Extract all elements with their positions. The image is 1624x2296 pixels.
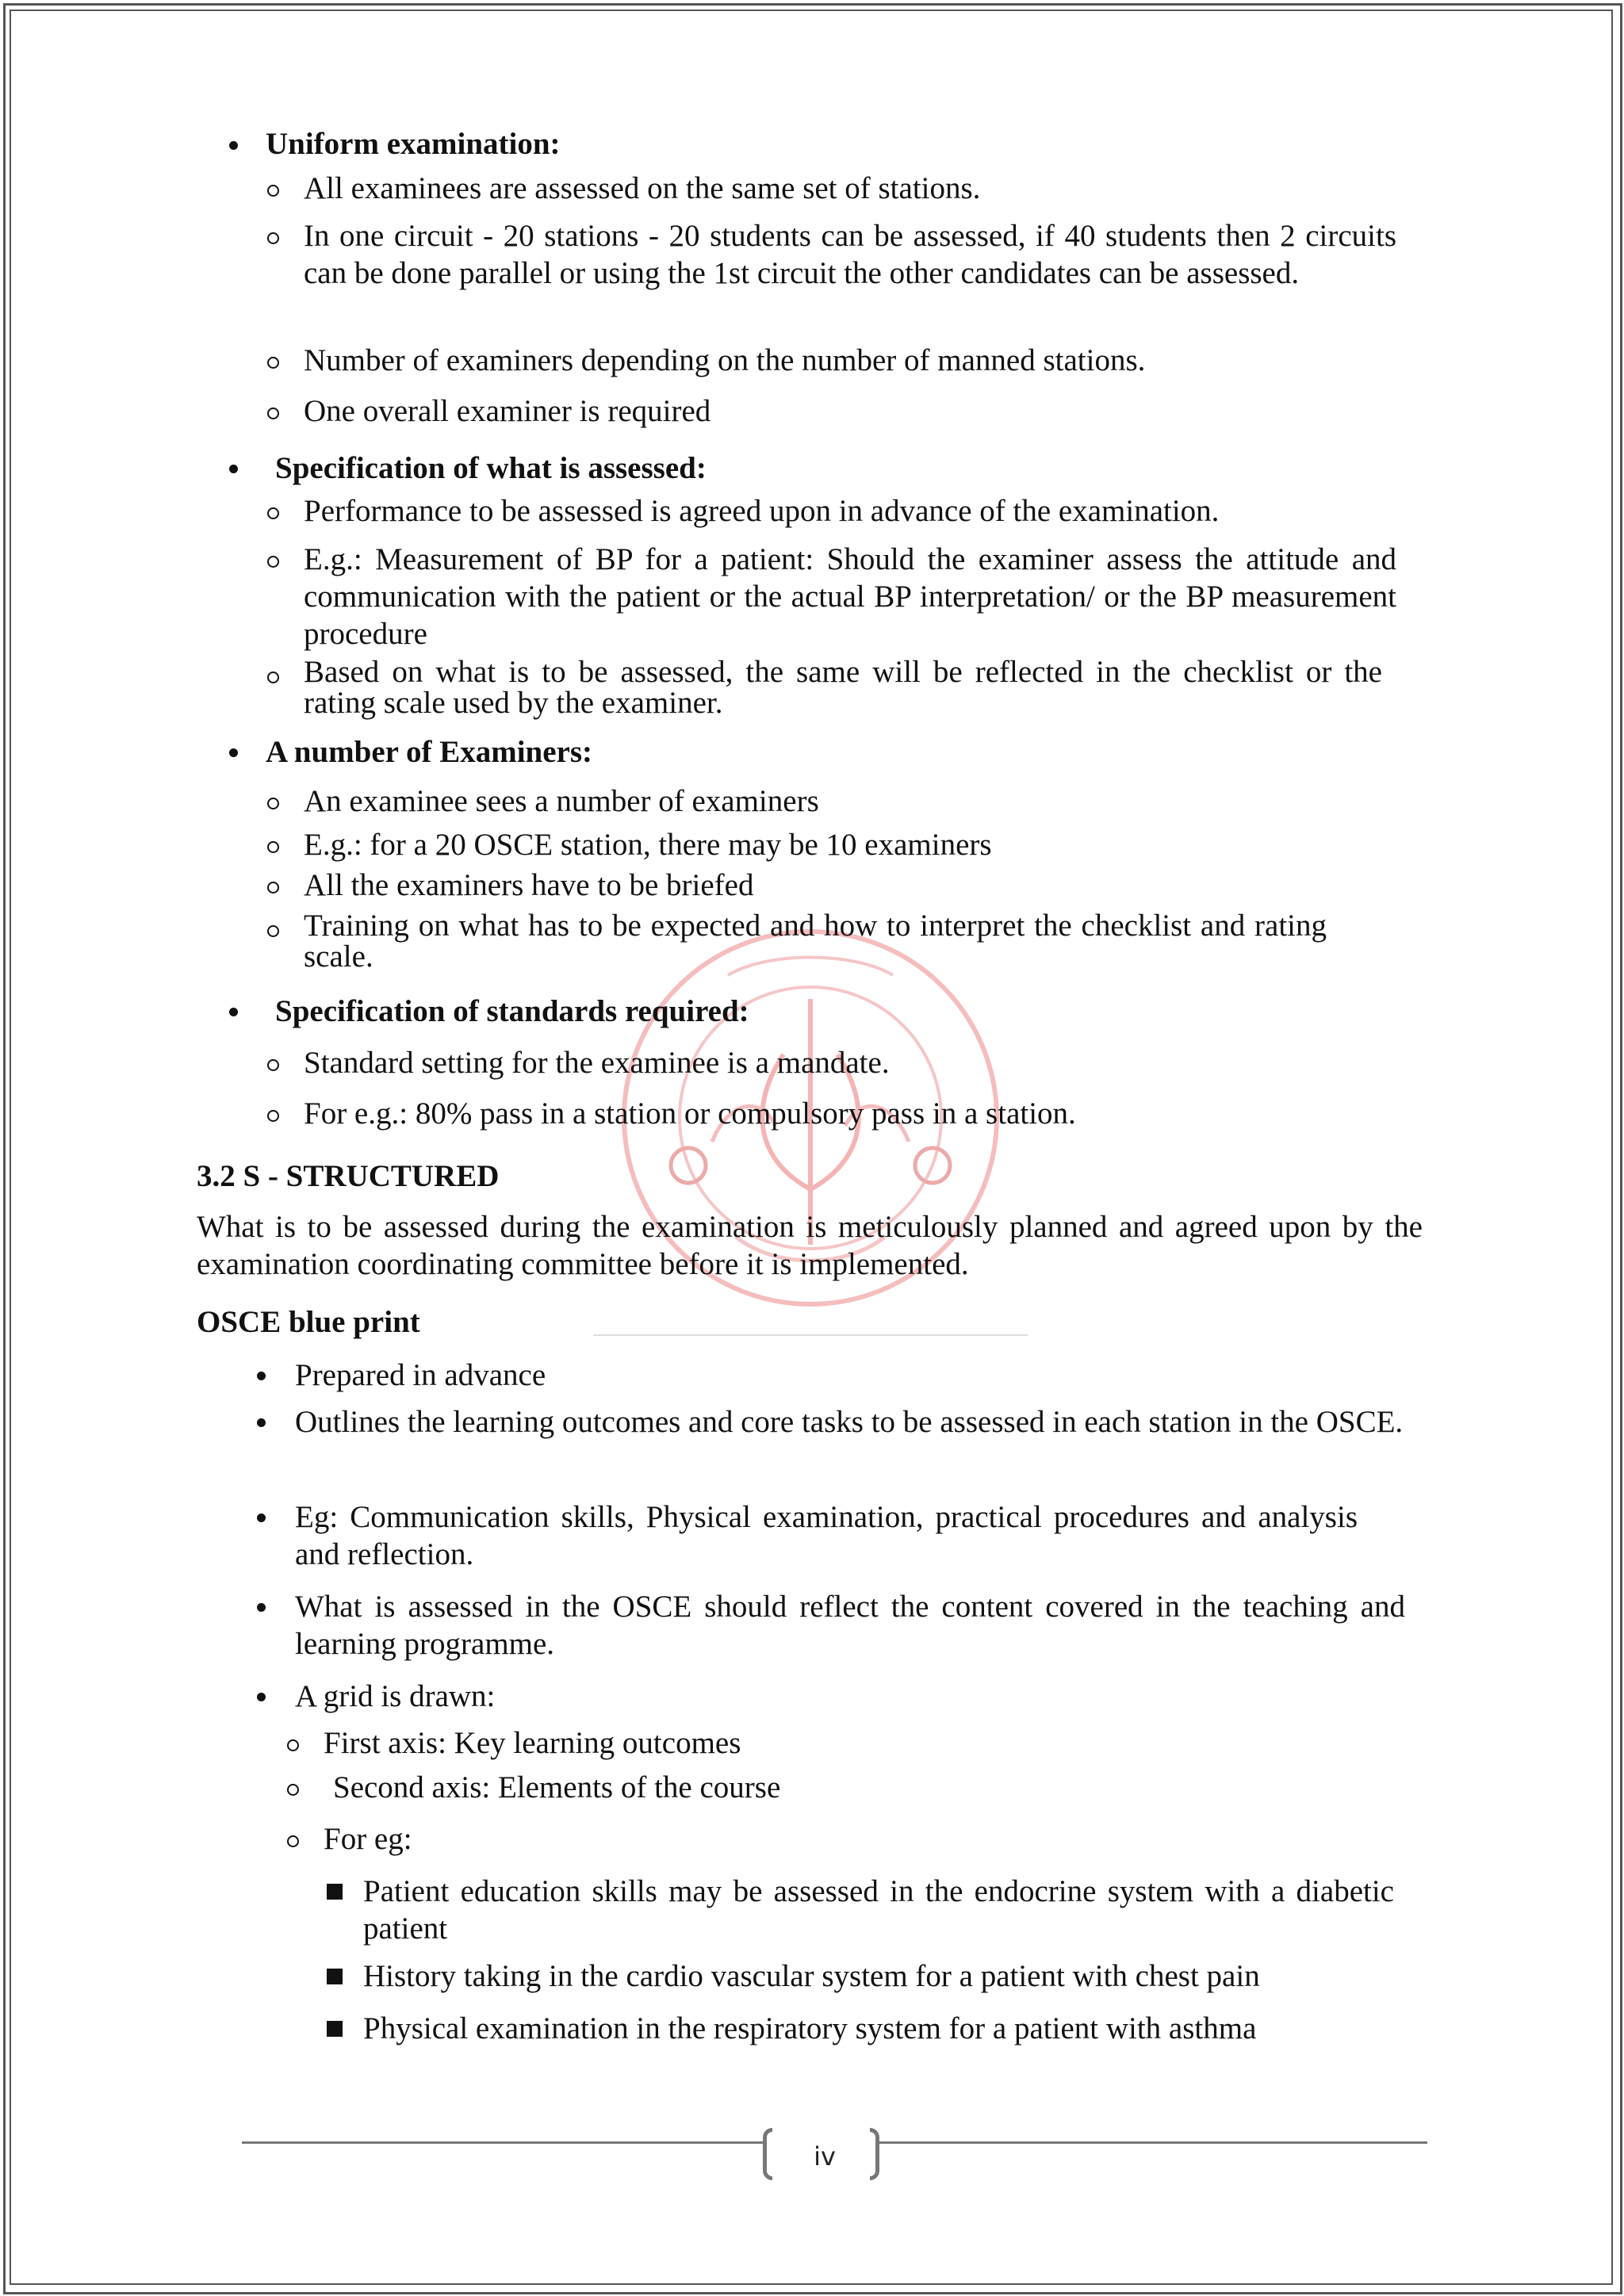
section-heading-standards: Specification of standards required: bbox=[275, 994, 749, 1028]
footer-rule-right bbox=[875, 2141, 1427, 2144]
list-item: Standard setting for the examinee is a mandate. bbox=[304, 1046, 890, 1080]
square-bullet bbox=[327, 2021, 343, 2037]
list-item: Eg: Communication skills, Physical examination, practical procedures and analysis and reflection. bbox=[295, 1500, 1358, 1571]
bullet-dot bbox=[257, 1603, 266, 1612]
list-item: Outlines the learning outcomes and core tasks to be assessed in each station in the OSCE. bbox=[295, 1405, 1404, 1439]
list-item: All examinees are assessed on the same set of stations. bbox=[304, 171, 981, 205]
sub-bullet bbox=[267, 408, 279, 419]
square-bullet bbox=[327, 1884, 343, 1900]
sub-bullet bbox=[267, 925, 279, 937]
footer-rule-left bbox=[242, 2141, 767, 2144]
sub-bullet bbox=[287, 1784, 299, 1796]
left-bracket bbox=[763, 2128, 772, 2180]
list-item: What is assessed in the OSCE should reflect the content covered in the teaching and learning programme. bbox=[295, 1590, 1405, 1661]
list-item: One overall examiner is required bbox=[304, 394, 711, 428]
list-item: First axis: Key learning outcomes bbox=[324, 1726, 741, 1760]
bullet-dot bbox=[257, 1693, 266, 1701]
list-item: Patient education skills may be assessed in the endocrine system with a diabetic patient bbox=[363, 1874, 1394, 1946]
bullet-dot bbox=[229, 141, 238, 150]
sub-bullet bbox=[287, 1835, 299, 1847]
sub-bullet bbox=[267, 232, 279, 244]
sub-bullet bbox=[267, 841, 279, 853]
list-item: An examinee sees a number of examiners bbox=[304, 784, 819, 818]
list-item: In one circuit - 20 stations - 20 students can be assessed, if 40 students then 2 circuits can be done parallel or using the 1st circuit the other candidates can be assessed. bbox=[304, 219, 1396, 290]
section-heading-examiners: A number of Examiners: bbox=[266, 735, 593, 769]
sub-bullet bbox=[267, 882, 279, 894]
sub-bullet bbox=[267, 798, 279, 809]
bullet-dot bbox=[229, 465, 238, 473]
page-number: iv bbox=[814, 2141, 836, 2172]
sub-bullet bbox=[267, 1059, 279, 1071]
section-heading-uniform: Uniform examination: bbox=[266, 127, 561, 161]
list-item: For e.g.: 80% pass in a station or compulsory pass in a station. bbox=[304, 1096, 1076, 1131]
list-item: All the examiners have to be briefed bbox=[304, 868, 754, 902]
list-item: E.g.: Measurement of BP for a patient: Should the examiner assess the attitude and communication with the patient or the actual BP interpretation/ or the BP measurement procedure bbox=[304, 542, 1396, 651]
list-item: For eg: bbox=[324, 1822, 412, 1856]
square-bullet bbox=[327, 1969, 343, 1984]
list-item: E.g.: for a 20 OSCE station, there may be 10 examiners bbox=[304, 828, 992, 862]
sub-bullet bbox=[267, 357, 279, 369]
list-item: Training on what has to be expected and how to interpret the checklist and rating scale. bbox=[304, 909, 1327, 974]
sub-bullet bbox=[267, 672, 279, 683]
bullet-dot bbox=[229, 748, 238, 757]
list-item: Physical examination in the respiratory system for a patient with asthma bbox=[363, 2011, 1257, 2045]
section-title-structured: 3.2 S - STRUCTURED bbox=[197, 1159, 500, 1193]
sub-bullet bbox=[287, 1739, 299, 1751]
list-item: Second axis: Elements of the course bbox=[333, 1770, 781, 1804]
structured-paragraph: What is to be assessed during the examination is meticulously planned and agreed upon by the examination coordinating committee before it is implemented. bbox=[197, 1210, 1423, 1281]
bullet-dot bbox=[257, 1513, 266, 1522]
sub-bullet bbox=[267, 185, 279, 197]
right-bracket bbox=[870, 2128, 879, 2180]
list-item: Based on what is to be assessed, the same will be reflected in the checklist or the rating scale used by the examiner. bbox=[304, 655, 1382, 720]
blueprint-heading: OSCE blue print bbox=[197, 1305, 420, 1339]
section-heading-specification: Specification of what is assessed: bbox=[275, 451, 707, 485]
sub-bullet bbox=[267, 1110, 279, 1122]
list-item: Performance to be assessed is agreed upon in advance of the examination. bbox=[304, 494, 1220, 528]
list-item: A grid is drawn: bbox=[295, 1679, 496, 1713]
list-item: Number of examiners depending on the number of manned stations. bbox=[304, 343, 1146, 377]
list-item: Prepared in advance bbox=[295, 1358, 546, 1392]
bullet-dot bbox=[257, 1418, 266, 1427]
sub-bullet bbox=[267, 556, 279, 568]
bullet-dot bbox=[229, 1008, 238, 1016]
list-item: History taking in the cardio vascular system for a patient with chest pain bbox=[363, 1959, 1260, 1993]
bullet-dot bbox=[257, 1372, 266, 1380]
sub-bullet bbox=[267, 507, 279, 519]
